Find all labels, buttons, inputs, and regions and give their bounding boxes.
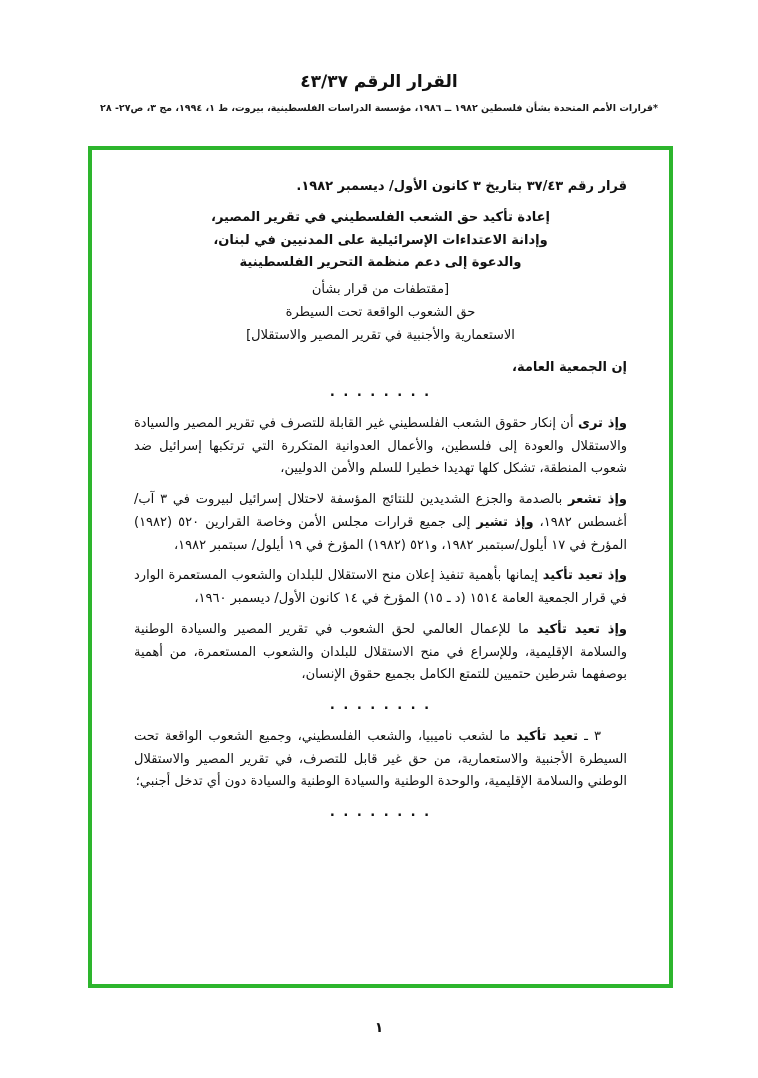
ellipsis-row: . . . . . . . . bbox=[329, 385, 432, 400]
paragraph-lead: وإذ تشعر bbox=[568, 492, 627, 507]
operative-paragraph-3 bbox=[134, 726, 627, 794]
paragraph-text: ما للإعمال العالمي لحق الشعوب في تقرير المصير والسيادة الوطنية والسلامة الإقليمية، وللإسراع في منح الاستقلال للبلدان والشعوب المستعمرة، من أهمية بوصفهما شرطين حتميين للتمتع الكامل بجميع حقوق الإنسان، bbox=[134, 621, 627, 683]
paragraph-lead: وإذ تعيد تأكيد bbox=[536, 621, 627, 637]
paragraph-text: بالصدمة والجزع الشديدين للنتائج المؤسفة لاحتلال إسرائيل لبيروت في ٣ آب/أغسطس ١٩٨٢، bbox=[134, 492, 627, 530]
ellipsis-row: . . . . . . . . bbox=[329, 805, 432, 820]
paragraph-text: أن إنكار حقوق الشعب الفلسطيني غير القابلة للتصرف في تقرير المصير والسيادة والاستقلال والعودة إلى فلسطين، والأعمال العدوانية المتكررة التي ترتكبها إسرائيل ضد شعوب المنطقة، تشكل كلها تهديدا خطيرا للسلم والأمن الدوليين، bbox=[134, 415, 627, 477]
excerpt-note-line-2: حق الشعوب الواقعة تحت السيطرة bbox=[285, 304, 476, 320]
paragraph-text: إلى جميع قرارات مجلس الأمن وخاصة القرارين ٥٢٠ (١٩٨٢) المؤرخ في ١٧ أيلول/سبتمبر ١٩٨٢، و٥٢١ (١٩٨٢) المؤرخ في ١٩ أيلول/ سبتمبر ١٩٨٢، bbox=[134, 514, 627, 553]
paragraph-lead: وإذ تعيد تأكيد bbox=[542, 568, 628, 584]
excerpt-note-block bbox=[134, 279, 627, 347]
paragraph-text: إيمانها بأهمية تنفيذ إعلان منح الاستقلال للبلدان والشعوب المستعمرة الوارد في قرار الجمعية العامة ١٥١٤ (د ـ ١٥) المؤرخ في ١٤ كانون الأول/ ديسمبر ١٩٦٠، bbox=[134, 568, 627, 606]
excerpt-note-line-1: [مقتطفات من قرار بشأن bbox=[311, 282, 450, 297]
preamble-paragraph-2 bbox=[134, 489, 627, 557]
resolution-number-date: قرار رقم ٣٧/٤٣ بتاريخ ٣ كانون الأول/ ديسمبر ١٩٨٢. bbox=[296, 179, 627, 194]
excerpt-note-line-3: الاستعمارية والأجنبية في تقرير المصير والاستقلال] bbox=[246, 327, 515, 343]
resolution-title-line-3: والدعوة إلى دعم منظمة التحرير الفلسطينية bbox=[239, 255, 522, 271]
paragraph-lead: وإذ تشير bbox=[476, 514, 534, 530]
paragraph-text: ما لشعب ناميبيا، والشعب الفلسطيني، وجميع الشعوب الواقعة تحت السيطرة الأجنبية والاستعمارية، من حق غير قابل للتصرف، في تقرير المصير والاستقلال الوطني والسلامة الإقليمية، والوحدة الوطنية والسيادة الوطنية والسيادة دون أي تدخل أجنبي؛ bbox=[134, 728, 627, 790]
resolution-title-block bbox=[134, 207, 627, 275]
source-citation: *قرارات الأمم المتحدة بشأن فلسطين ١٩٨٢ ــ ١٩٨٦، مؤسسة الدراسات الفلسطينية، بيروت، ط ١، ١٩٩٤، مج ٣، ص٢٧- ٢٨ bbox=[100, 103, 658, 114]
green-border-frame bbox=[88, 146, 673, 988]
preamble-paragraph-4 bbox=[134, 619, 627, 687]
page-title: القرار الرقم ٤٣/٣٧ bbox=[300, 72, 458, 92]
paragraph-lead: تعيد تأكيد bbox=[516, 728, 578, 744]
ellipsis-row: . . . . . . . . bbox=[329, 698, 432, 713]
resolution-title-line-1: إعادة تأكيد حق الشعب الفلسطيني في تقرير المصير، bbox=[211, 209, 550, 225]
preamble-paragraph-3 bbox=[134, 565, 627, 611]
paragraph-number: ٣ ـ bbox=[577, 728, 602, 744]
page-number: ١ bbox=[374, 1020, 384, 1036]
resolution-title-line-2: وإدانة الاعتداءات الإسرائيلية على المدنيين في لبنان، bbox=[213, 232, 548, 248]
paragraph-lead: وإذ ترى bbox=[578, 415, 627, 431]
general-assembly-opening: إن الجمعية العامة، bbox=[512, 360, 627, 376]
preamble-paragraph-1 bbox=[134, 413, 627, 481]
